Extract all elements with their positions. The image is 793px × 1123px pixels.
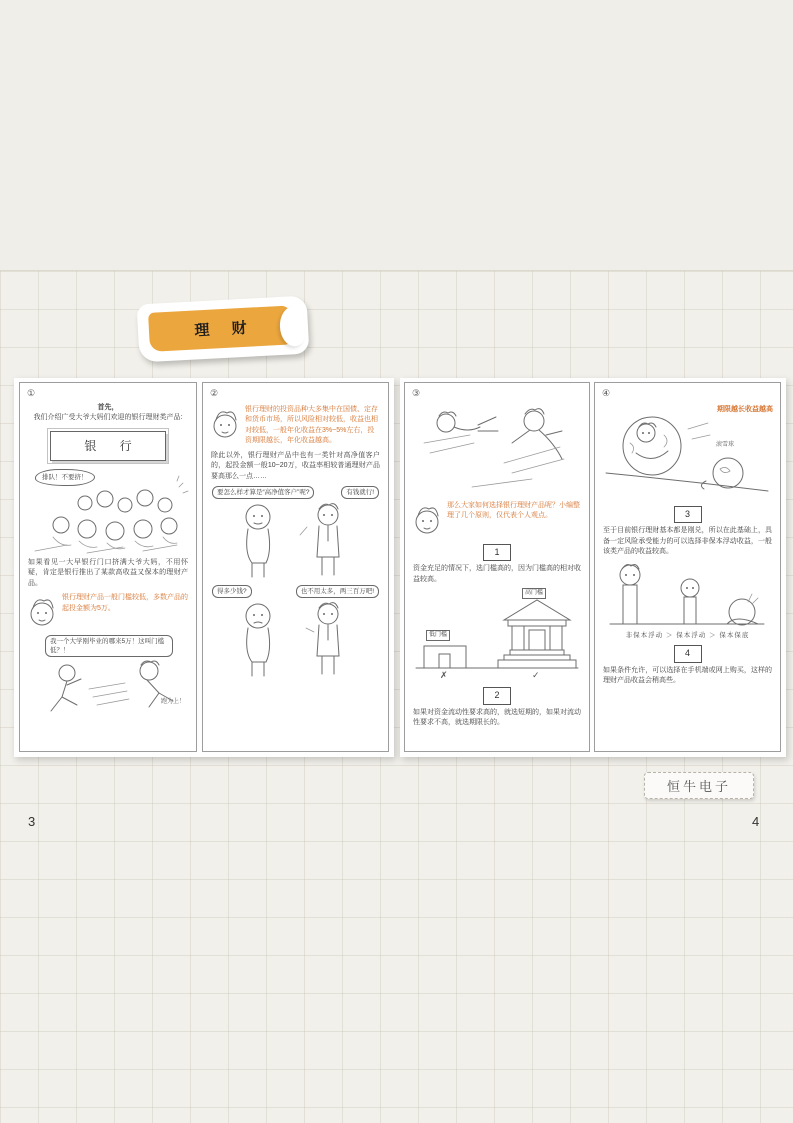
bank-sign: 银 行 [50,431,166,461]
low-threshold-sign: 低门槛 [426,630,450,641]
narrator-callout [412,501,582,539]
comic-panel-1 [19,382,197,752]
ranking-label: 非保本浮动 ＞ 保本浮动 ＞ 保本保底 [625,631,750,639]
panel-number: ③ [412,388,421,398]
cross-mark: ✗ [440,669,448,680]
snowball-label: 滚雪球 [716,441,735,448]
panel-number: ② [210,388,219,398]
crowd-illustration [27,467,189,555]
panel2-paragraph: 除此以外，银行理财产品中也有一类针对高净值客户的，起投金额一般10~20万，收益率相较普通理财产品要高那么一点…… [211,451,380,480]
two-people-illustration-2 [210,598,381,680]
topic-sticker-label: 理 财 [148,305,293,351]
check-mark: ✓ [532,669,540,680]
intro-line-2: 我们介绍广受大爷大妈们欢迎的银行理财类产品: [33,414,183,421]
flying-people-sketch [412,401,582,497]
narrator-face-icon [210,405,240,443]
page-number-right: 4 [752,814,760,829]
ranking-figures-sketch [602,562,772,630]
question-bubble-2: 得多少钱? [212,585,252,598]
answer-bubble-1: 有钱就行! [341,486,379,499]
narrator-callout [210,405,381,447]
rule-number-4: 4 [674,645,702,663]
rule-number-1: 1 [483,544,511,562]
ranking-figures-illustration [602,562,773,630]
crowd-speech-bubble: 排队！不要挤！ [35,469,95,486]
two-people-sketch [210,598,374,680]
comic-page-right [400,378,786,757]
page-number-left: 3 [28,814,36,829]
two-people-illustration-1 [210,499,381,581]
comic-panel-3 [404,382,590,752]
graduate-speech-bubble: 我一个大学刚毕业的哪来5万！这叫门槛低？！ [45,635,173,657]
narrator-face-icon [412,501,442,539]
intro-line-1: 首先， [97,403,119,411]
question-bubble-1: 要怎么样才算是“高净值客户”呢? [212,486,314,499]
topic-sticker [137,296,310,363]
answer-bubble-2: 也不用太多，两三百万吧! [296,585,379,598]
chase-illustration [27,635,189,721]
narrator-callout-text: 银行理财的投资品种大多集中在国债、定存和货币市场，所以风险相对较低，收益也相对较低，一般年化收益在3%~5%左右，投资期限越长，年化收益越高。 [245,405,378,444]
publisher-stamp: 恒牛电子 [644,772,754,799]
narrator-callout-text: 那么大家如何选择银行理财产品呢？小编整理了几个原则，仅代表个人观点。 [447,501,580,519]
rule2-text: 如果对资金流动性要求高的，就选短期的，如果对流动性要求不高，就选期限长的。 [413,708,581,726]
chase-sketch [27,659,191,721]
narrator-callout-text: 银行理财产品一般门槛较低，多数产品的起投金额为5万。 [62,594,188,612]
comic-page-left [14,378,394,757]
narrator-face-icon [27,593,57,631]
run-caption: 跑为上！ [160,699,185,705]
rule4-text: 如果条件允许，可以选择在手机端或网上购买，这样的理财产品收益会稍高些。 [603,666,772,685]
comic-panel-2 [202,382,389,752]
snowball-sketch [602,401,772,501]
two-people-sketch [210,499,374,581]
rule1-text: 资金充足的情况下，选门槛高的，因为门槛高的相对收益较高。 [413,565,581,583]
rule3-text: 至于目前银行理财基本都是刚兑，所以在此基础上，具备一定风险承受能力的可以选择非保本浮动收益，一般该类产品的收益较高。 [603,527,772,555]
high-threshold-sign: 高门槛 [522,588,546,599]
headline-text: 期限越长收益越高 [717,405,773,413]
panel-number: ① [27,388,36,398]
comic-panel-4 [594,382,781,752]
snowball-illustration [602,401,773,501]
flying-people-illustration [412,401,582,497]
rule-number-2: 2 [483,687,511,705]
narrator-callout [27,593,189,631]
threshold-buildings-illustration [412,588,582,682]
rule-number-3: 3 [674,506,702,524]
panel1-paragraph: 如果看见一大早银行门口挤满大爷大妈，不用怀疑，肯定是银行推出了某款高收益又保本的理财产品。 [28,558,188,587]
panel-number: ④ [602,388,611,398]
